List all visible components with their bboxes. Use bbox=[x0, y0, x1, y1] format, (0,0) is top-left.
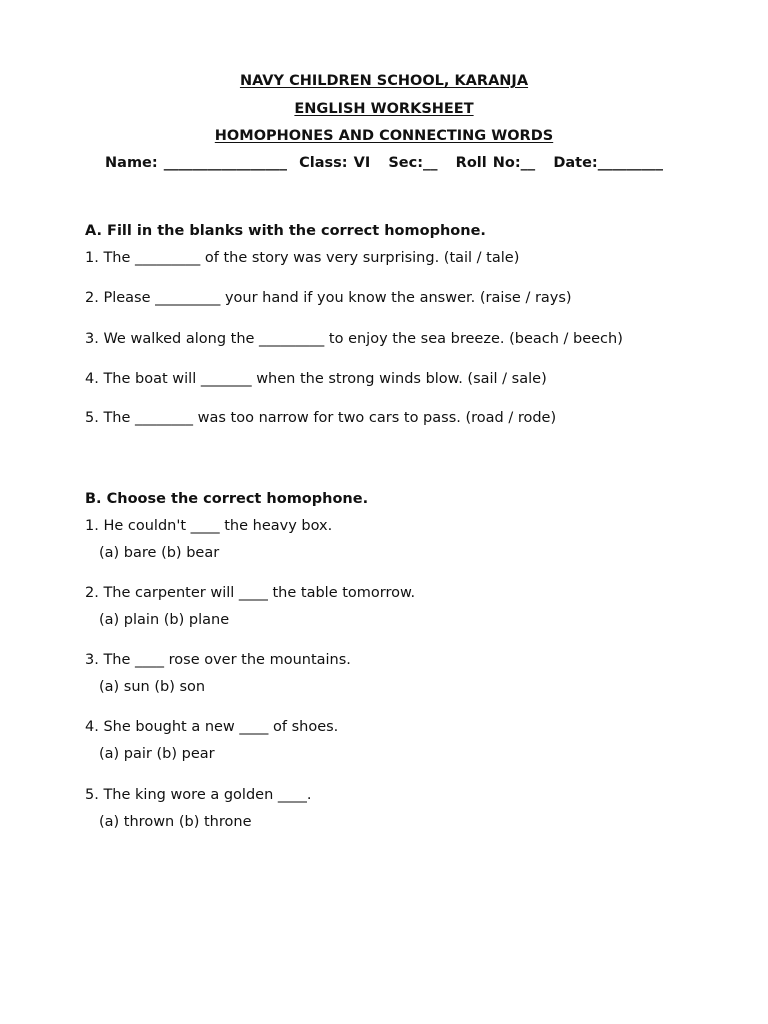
student-info-line: Name: _________________ Class: VI Sec:__ Roll No:__ Date:_________ bbox=[105, 155, 663, 171]
section-b-options-5: (a) thrown (b) throne bbox=[99, 814, 252, 830]
worksheet-title: ENGLISH WORKSHEET bbox=[294, 101, 474, 117]
section-a-question-1: 1. The _________ of the story was very surprising. (tail / tale) bbox=[85, 250, 520, 266]
section-b-question-1: 1. He couldn't ____ the heavy box. bbox=[85, 518, 333, 534]
section-b-options-1: (a) bare (b) bear bbox=[99, 545, 220, 561]
section-b-question-2: 2. The carpenter will ____ the table tomorrow. bbox=[85, 585, 416, 601]
section-b-options-2: (a) plain (b) plane bbox=[99, 612, 230, 628]
section-a-question-4: 4. The boat will _______ when the strong winds blow. (sail / sale) bbox=[85, 371, 547, 387]
section-b-title: B. Choose the correct homophone. bbox=[85, 491, 369, 507]
section-b-question-5: 5. The king wore a golden ____. bbox=[85, 787, 312, 803]
section-b-options-3: (a) sun (b) son bbox=[99, 679, 206, 695]
section-b-question-4: 4. She bought a new ____ of shoes. bbox=[85, 719, 339, 735]
section-a-question-2: 2. Please _________ your hand if you know the answer. (raise / rays) bbox=[85, 290, 572, 306]
section-a-title: A. Fill in the blanks with the correct homophone. bbox=[85, 223, 486, 239]
section-b-options-4: (a) pair (b) pear bbox=[99, 746, 215, 762]
section-a-question-5: 5. The ________ was too narrow for two cars to pass. (road / rode) bbox=[85, 410, 557, 426]
worksheet-topic: HOMOPHONES AND CONNECTING WORDS bbox=[214, 128, 554, 144]
school-name: NAVY CHILDREN SCHOOL, KARANJA bbox=[239, 73, 529, 89]
section-b-question-3: 3. The ____ rose over the mountains. bbox=[85, 652, 351, 668]
section-a-question-3: 3. We walked along the _________ to enjoy the sea breeze. (beach / beech) bbox=[85, 331, 623, 347]
